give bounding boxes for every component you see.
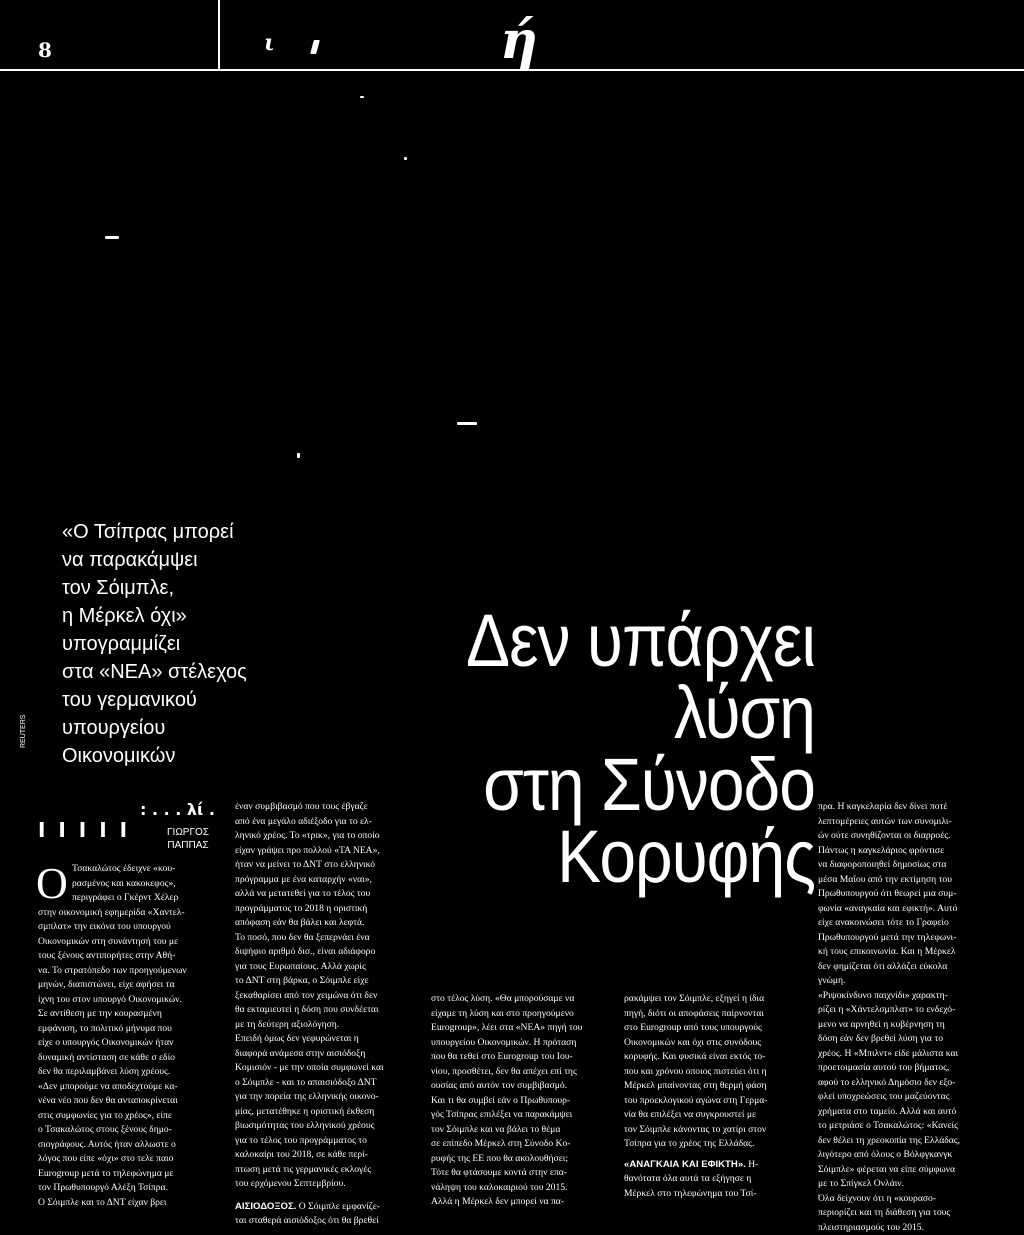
article-line: πτωση μετά τις γερμανικές εκλογές [235, 1163, 419, 1178]
article-line: Σε αντίθεση με την κουρασμένη [38, 1007, 222, 1022]
article-line: ο Τσακαλώτος στους ξένους δημο- [38, 1123, 222, 1138]
article-line: κή τους επικοινωνία. Και η Μέρκελ [818, 945, 1008, 960]
article-column-3 [431, 992, 615, 1210]
article-line: ξεκαθαρίσει από τον χειμώνα ότι δεν [235, 989, 419, 1004]
article-line: καλοκαίρι του 2018, σε κάθε περί- [235, 1148, 419, 1163]
article-line: ίχνη του στον υπουργό Οικονομικών. [38, 993, 222, 1008]
article-line: Οικονομικών και όχι στις συνόδους [624, 1036, 808, 1051]
article-line: Όλα δείχνουν ότι η «κουρασο- [818, 1192, 1008, 1207]
article-line: Κομισιόν - με την οποία συμφωνεί και [235, 1061, 419, 1076]
article-line: αλλά να μετατεθεί για το τέλος του [235, 887, 419, 902]
article-line: μέσα Μαΐου από την εκτίμηση του [818, 873, 1008, 888]
article-line: ήταν να μείνει το ΔΝΤ στο ελληνικό [235, 858, 419, 873]
headline-line: Δεν υπάρχει [420, 600, 815, 681]
article-line: τον Σόιμπλε και να βάλει το θέμα [431, 1123, 615, 1138]
article-line: προγράμματος το 2018 η οριστική [235, 902, 419, 917]
section-title-fragment: ι [264, 30, 275, 56]
article-line: Μέρκελ στο τηλεφώνημα του Τσί- [624, 1187, 808, 1202]
article-line: φλεί υποχρεώσεις του μαζεύοντας [818, 1090, 1008, 1105]
article-line-tail: Η- [746, 1159, 759, 1170]
article-line: «Ριψοκίνδυνο παιχνίδι» χαρακτη- [818, 989, 1008, 1004]
article-line: σμπλατ» την εικόνα του υπουργού [38, 920, 222, 935]
article-line: Eurogroup», λέει στα «ΝΕΑ» πηγή του [431, 1021, 615, 1036]
article-line: Πρωθυπουργού ότι θεωρεί μια συμ- [818, 887, 1008, 902]
article-line: να. Το στρατόπεδο των προηγούμενων [38, 964, 222, 979]
article-line: από ένα μεγάλο αδιέξοδο για το ελ- [235, 815, 419, 830]
article-line: μηνών, διαπιστώνει, είχε αφήσει τα [38, 978, 222, 993]
article-line: θανότατα όλα αυτά τα εξήγησε η [624, 1172, 808, 1187]
article-line: δεν θέλει τη χρεοκοπία της Ελλάδας, [818, 1134, 1008, 1149]
article-line: για το τέλος του προγράμματος το [235, 1134, 419, 1149]
article-line: ρασμένος και κακοκεφος», [38, 877, 222, 892]
pull-quote-line: να παρακάμψει [62, 546, 272, 574]
headline-line: στη Σύνοδο [420, 744, 815, 825]
headline-line: λύση [420, 672, 815, 753]
article-line: πρόγραμμα με ένα καταρχήν «ναι», [235, 873, 419, 888]
article-line: του προεκλογικού αγώνα στη Γερμα- [624, 1094, 808, 1109]
article-line: στις συμφωνίες για το χρέος», είπε [38, 1109, 222, 1124]
article-line: Οικονομικών στη συνάντησή του με [38, 935, 222, 950]
article-line: ών ούτε συνηθίζονται οι διαρροές. [818, 829, 1008, 844]
article-line: ουσίας από αυτόν τον συμβιβασμό. [431, 1079, 615, 1094]
photo-speck [404, 157, 407, 160]
byline [160, 826, 216, 852]
article-line: τον Πρωθυπουργό Αλέξη Τσίπρα. [38, 1181, 222, 1196]
article-line: στο τέλος λύση. «Θα μπορούσαμε να [431, 992, 615, 1007]
article-line: μίας, μετατέθηκε η οριστική έκθεση [235, 1105, 419, 1120]
article-line: που θα τεθεί στο Eurogroup του Ιου- [431, 1050, 615, 1065]
pull-quote-line: Οικονομικών [62, 742, 272, 770]
pull-quote-line: στα «ΝΕΑ» στέλεχος [62, 658, 272, 686]
pull-quote-line: τον Σόιμπλε, [62, 574, 272, 602]
article-line: χρέος. Η «Μπιλντ» είδε μάλιστα και [818, 1047, 1008, 1062]
pull-quote-line: υπουργείου [62, 714, 272, 742]
photo-speck [457, 422, 477, 425]
article-line: ρυφής της ΕΕ που θα ακολουθήσει; [431, 1152, 615, 1167]
article-line: είχαν γράψει προ πολλού «ΤΑ ΝΕΑ», [235, 844, 419, 859]
article-line: είχε ανακοινώσει τότε το Γραφείο [818, 916, 1008, 931]
article-line: Τσακαλώτος έδειχνε «κου- [38, 862, 222, 877]
article-line: Το ποσό, που δεν θα ξεπερνάει ένα [235, 931, 419, 946]
article-line: έναν συμβιβασμό που τους έβγαζε [235, 800, 419, 815]
article-line: ο Σόιμπλε - και το απαισιόδοξο ΔΝΤ [235, 1076, 419, 1091]
article-line: στην οικονομική εφημερίδα «Χαντελ- [38, 906, 222, 921]
article-line: πλειστηριασμούς του 2015. [818, 1221, 1008, 1235]
article-line: Σόιμπλε» φέρεται να είπε σύμφωνα [818, 1163, 1008, 1178]
article-line: «Δεν μπορούμε να αποδεχτούμε κα- [38, 1080, 222, 1095]
article-line: τους ξένους αντιπορήτες στην Αθή- [38, 949, 222, 964]
article-line: το μετριάσε ο Τσακαλώτος: «Κανείς [818, 1119, 1008, 1134]
article-line: δεν φημίζεται ότι αλλάζει εύκολα [818, 960, 1008, 975]
article-line: υπουργείου Οικονομικών. Η πρόταση [431, 1036, 615, 1051]
author-fragment: : . . . λί . [140, 800, 215, 819]
drop-cap: Ο [36, 862, 68, 906]
article-line: νάληψη του καλοκαιριού του 2015. [431, 1181, 615, 1196]
article-line: ληνικό χρέος. Το «τρικ», για το οποίο [235, 829, 419, 844]
article-line: Μέρκελ μπαίνοντας στη θερμή φάση [624, 1079, 808, 1094]
article-line: στο Eurogroup από τους υπουργούς [624, 1021, 808, 1036]
article-line: προετοιμασία αυτού του βήματος, [818, 1061, 1008, 1076]
article-line: Πρωθυπουργού μετά την τηλεφωνι- [818, 931, 1008, 946]
subhead: «ΑΝΑΓΚΑΙΑ ΚΑΙ ΕΦΙΚΤΗ». [624, 1159, 746, 1170]
pull-quote-line: υπογραμμίζει [62, 630, 272, 658]
photo-speck [310, 40, 320, 54]
pull-quote [62, 518, 272, 770]
article-line: διψήφιο αριθμό δισ., είναι αδιάφορο [235, 945, 419, 960]
article-line: φωνία «αναγκαία και εφικτή». Αυτό [818, 902, 1008, 917]
article-line: τον Σόιμπλε κάνοντας το χατίρι στον [624, 1123, 808, 1138]
article-line: χρήματα στο ταμείο. Αλλά και αυτό [818, 1105, 1008, 1120]
article-line: Αλλά η Μέρκελ δεν μπορεί να πα- [431, 1195, 615, 1210]
article-line: Τσίπρα για το χρέος της Ελλάδας. [624, 1137, 808, 1152]
article-line: ται σταθερά αισιόδοξος ότι θα βρεθεί [235, 1214, 419, 1229]
article-line [624, 1158, 808, 1173]
pull-quote-line: του γερμανικού [62, 686, 272, 714]
article-line: βιωσιμότητας του ελληνικού χρέους [235, 1119, 419, 1134]
article-line: πρα. Η καγκελαρία δεν δίνει ποτέ [818, 800, 1008, 815]
article-line: γός Τσίπρας επιλέξει να παρακάμψει [431, 1108, 615, 1123]
pull-quote-line: «Ο Τσίπρας μπορεί [62, 518, 272, 546]
article-line: κορυφής. Και φυσικά είναι εκτός το- [624, 1050, 808, 1065]
article-line: ρακάμψει τον Σόιμπλε, εξηγεί η ίδια [624, 992, 808, 1007]
article-line: με το Σπίγκελ Ονλάιν. [818, 1177, 1008, 1192]
article-line: να διαφοροποιηθεί δημοσίως στα [818, 858, 1008, 873]
article-column-5 [818, 800, 1008, 1235]
headline-line: Κορυφής [420, 816, 815, 897]
article-line: λεπτομέρειες αυτών των συνομιλι- [818, 815, 1008, 830]
article-column-2 [235, 800, 419, 1229]
article-line: νένα νέο που δεν θα ανταποκρίνεται [38, 1094, 222, 1109]
article-line: περιορίζει και τη διάθεση για τους [818, 1206, 1008, 1221]
article-line: για τους Ευρωπαίους. Αλλά χωρίς [235, 960, 419, 975]
article-line: εμφάνιση, το πολιτικό μήνυμα που [38, 1022, 222, 1037]
section-title-fragment: ή [500, 10, 538, 71]
article-line: είχε ο υπουργός Οικονομικών ήταν [38, 1036, 222, 1051]
article-line: για την πορεία της ελληνικής οικονο- [235, 1090, 419, 1105]
article-line: δόση εάν δεν βρεθεί λύση για το [818, 1032, 1008, 1047]
article-line: που και χρόνου οποιος πιστεύει ότι η [624, 1065, 808, 1080]
article-line: γνώμη. [818, 974, 1008, 989]
article-line [235, 1200, 419, 1215]
author-mark: I I I I I [38, 818, 130, 842]
article-line: με τη δεύτερη αξιολόγηση. [235, 1018, 419, 1033]
article-line: του ερχόμενου Σεπτεμβρίου. [235, 1177, 419, 1192]
photo-credit: REUTERS [20, 715, 27, 748]
article-line: Τότε θα φτάσουμε κοντά στην επα- [431, 1166, 615, 1181]
article-line: διαφορά ανάμεσα στην αισιόδοξη [235, 1047, 419, 1062]
article-line: είχαμε τη λύση και στο προηγούμενο [431, 1007, 615, 1022]
pull-quote-line: η Μέρκελ όχι» [62, 602, 272, 630]
article-line: θα εκταμιευτεί η δόση που συνδέεται [235, 1003, 419, 1018]
article-line: ρίζει η «Χάντελσμπλατ» το ενδεχό- [818, 1003, 1008, 1018]
article-line: Επειδή όμως δεν γεφυρώνεται η [235, 1032, 419, 1047]
photo-speck [297, 453, 300, 458]
article-line-tail: Ο Σόιμπλε εμφανίζε- [296, 1201, 380, 1212]
photo-speck [105, 236, 119, 239]
article-line: Eurogroup μετά το τηλεφώνημα με [38, 1167, 222, 1182]
top-divider [218, 0, 220, 70]
article-line: απόφαση εάν θα βάλει και λεφτά. [235, 916, 419, 931]
headline [420, 600, 815, 888]
article-line: Και τι θα συμβεί εάν ο Πρωθυπουρ- [431, 1094, 615, 1109]
article-line: σε επίπεδο Μέρκελ στη Σύνοδο Κο- [431, 1137, 615, 1152]
article-column-1 [38, 862, 222, 1210]
photo-speck [360, 96, 364, 98]
article-line: νίου, προσθέτει, δεν θα απέχει επί της [431, 1065, 615, 1080]
subhead: ΑΙΣΙΟΔΟΞΟΣ. [235, 1201, 296, 1212]
article-column-4 [624, 992, 808, 1201]
article-line: Ο Σόιμπλε και το ΔΝΤ είχαν βρει [38, 1196, 222, 1211]
article-line: αφού το ελληνικό Δημόσιο δεν εξο- [818, 1076, 1008, 1091]
article-line: λιγότερο από όλους ο Βόλφγκανγκ [818, 1148, 1008, 1163]
article-line: σιογράφους. Αυτός ήταν αλλωστε ο [38, 1138, 222, 1153]
author-last-name: ΠΑΠΠΑΣ [160, 839, 216, 852]
article-line: Πάντως η καγκελάριος φρόντισε [818, 844, 1008, 859]
article-line: λόγος που είπε «όχι» στο τελε παιο [38, 1152, 222, 1167]
article-line: μενο να αρνηθεί η κυβέρνηση τη [818, 1018, 1008, 1033]
article-line: δεν θα περιλαμβάνει λύση χρέους. [38, 1065, 222, 1080]
article-line: πηγή, διότι οι αποφάσεις παίρνονται [624, 1007, 808, 1022]
author-first-name: ΓΙΩΡΓΟΣ [160, 826, 216, 839]
article-line: δυναμική αντίσταση σε κάθε σ εδίο [38, 1051, 222, 1066]
article-line: το ΔΝΤ στη βάρκα, ο Σόιμπλε είχε [235, 974, 419, 989]
article-line: περιγράφει ο Γκέρντ Χέλερ [38, 891, 222, 906]
article-line: νία θα επιλέξει να συγκρουστεί με [624, 1108, 808, 1123]
page-number: 8 [38, 38, 52, 62]
